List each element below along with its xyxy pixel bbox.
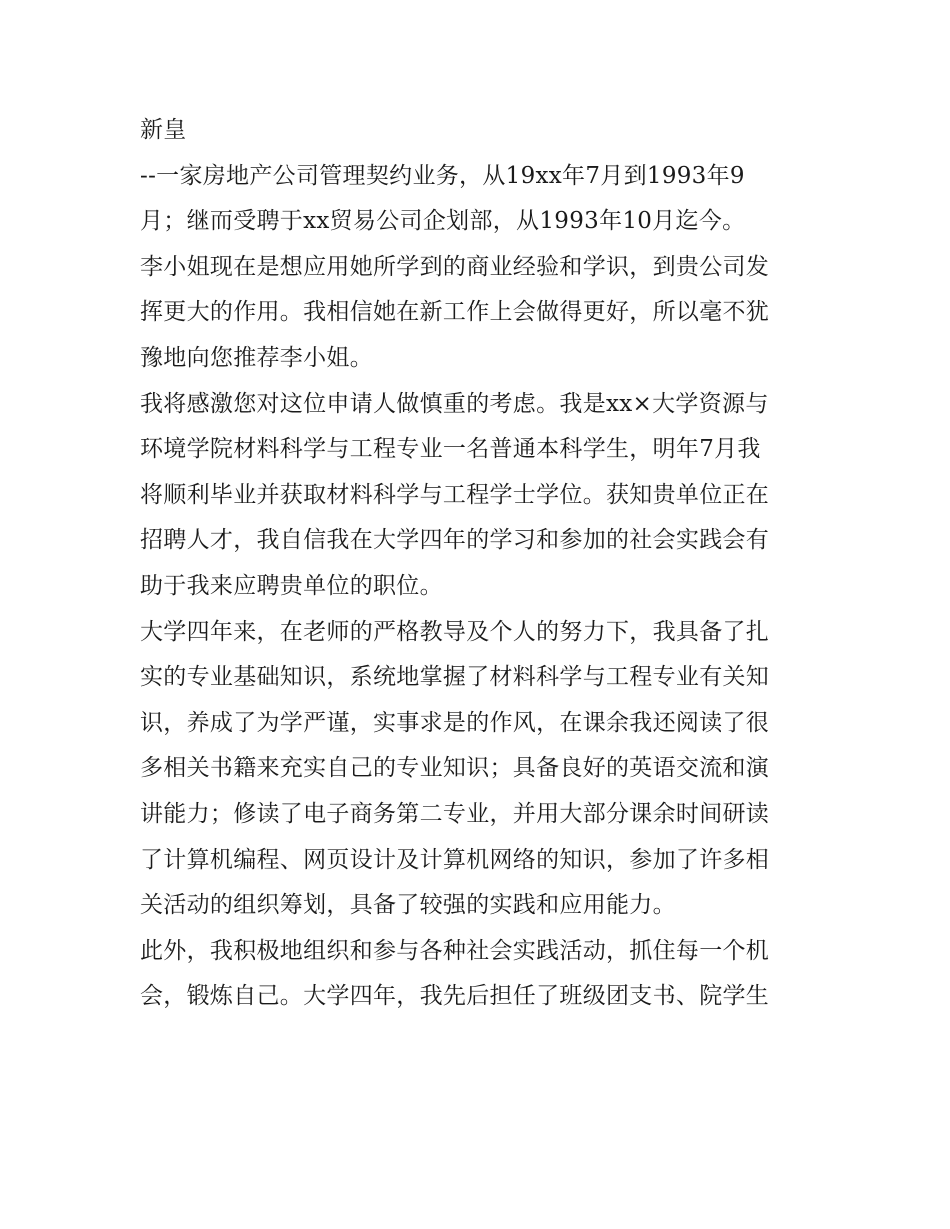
text-line: 助于我来应聘贵单位的职位。 <box>140 572 443 599</box>
text-line: 识，养成了为学严谨，实事求是的作风，在课余我还阅读了很 <box>140 709 770 736</box>
text-line: 李小姐现在是想应用她所学到的商业经验和学识，到贵公司发 <box>140 253 770 280</box>
text-line: 将顺利毕业并获取材料科学与工程学士学位。获知贵单位正在 <box>140 481 770 508</box>
text-line: 环境学院材料科学与工程专业一名普通本科学生，明年7月我 <box>140 436 761 463</box>
text-line: 大学四年来，在老师的严格教导及个人的努力下，我具备了扎 <box>140 618 770 645</box>
text-line: 了计算机编程、网页设计及计算机网络的知识，参加了许多相 <box>140 846 770 873</box>
text-line: 会，锻炼自己。大学四年，我先后担任了班级团支书、院学生 <box>140 983 770 1010</box>
text-line: 我将感激您对这位申请人做慎重的考虑。我是xx×大学资源与 <box>140 390 769 417</box>
text-line: 豫地向您推荐李小姐。 <box>140 344 373 371</box>
text-line: 招聘人才，我自信我在大学四年的学习和参加的社会实践会有 <box>140 527 770 554</box>
text-line: 月；继而受聘于xx贸易公司企划部，从1993年10月迄今。 <box>140 208 746 235</box>
text-line: 挥更大的作用。我相信她在新工作上会做得更好，所以毫不犹 <box>140 299 770 326</box>
text-line: 此外，我积极地组织和参与各种社会实践活动，抓住每一个机 <box>140 937 770 964</box>
text-line: 新皇 <box>140 117 187 143</box>
text-line: 关活动的组织筹划，具备了较强的实践和应用能力。 <box>140 892 676 919</box>
text-line: 讲能力；修读了电子商务第二专业，并用大部分课余时间研读 <box>140 800 770 827</box>
text-line: 实的专业基础知识，系统地掌握了材料科学与工程专业有关知 <box>140 664 770 691</box>
text-line: 多相关书籍来充实自己的专业知识；具备良好的英语交流和演 <box>140 755 770 782</box>
document-body <box>140 108 820 1020</box>
text-line: --一家房地产公司管理契约业务，从19xx年7月到1993年9 <box>140 162 745 189</box>
